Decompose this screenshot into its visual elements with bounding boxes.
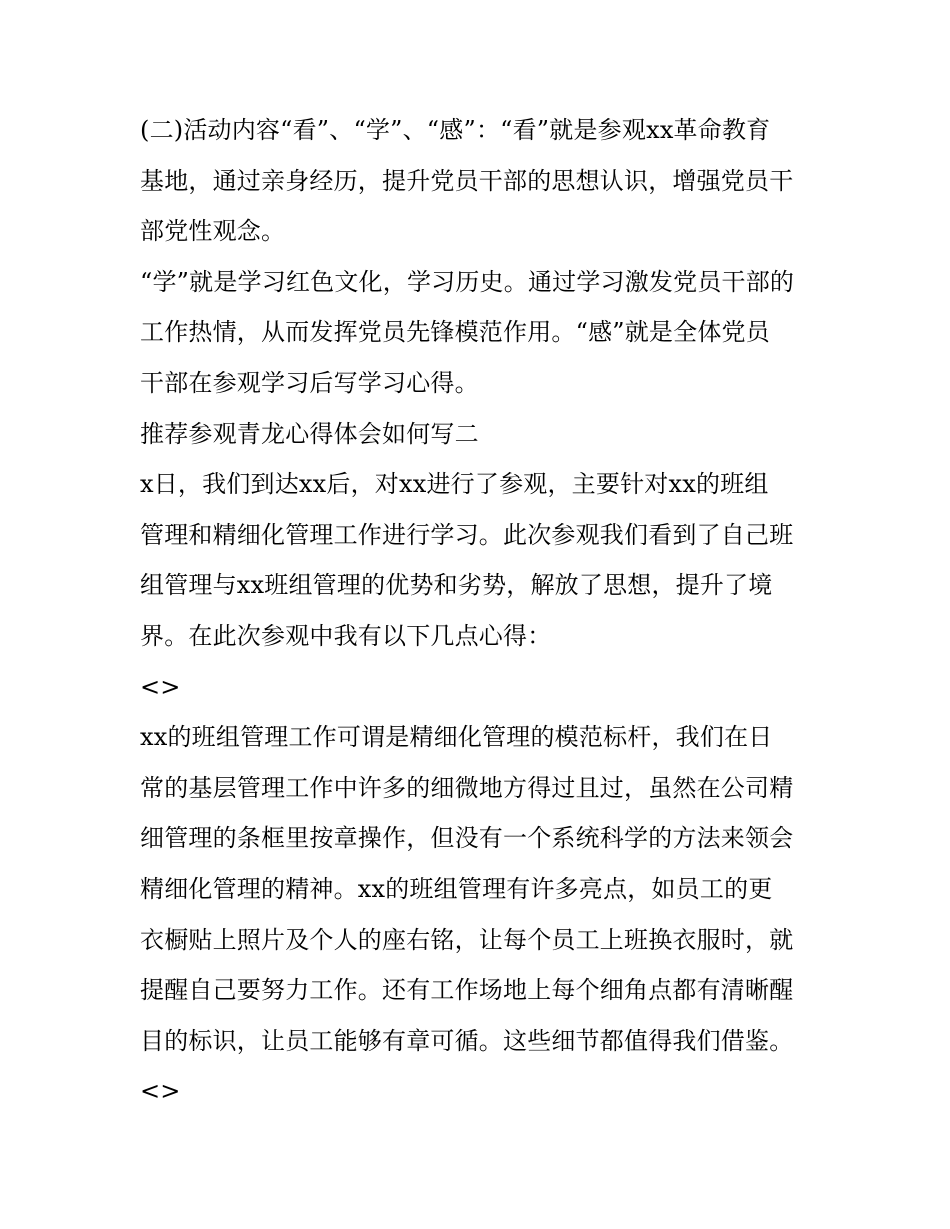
section-heading: 推荐参观青龙心得体会如何写二 <box>140 419 479 448</box>
text-line: 提醒自己要努力工作。还有工作场地上每个细角点都有清晰醒 <box>140 976 794 1005</box>
text-line: 精细化管理的精神。xx的班组管理有许多亮点，如员工的更 <box>140 874 773 903</box>
text-line: 目的标识，让员工能够有章可循。这些细节都值得我们借鉴。 <box>140 1026 794 1055</box>
text-line: x日，我们到达xx后，对xx进行了参观，主要针对xx的班组 <box>140 470 769 499</box>
text-line: 工作热情，从而发挥党员先锋模范作用。“感”就是全体党员 <box>140 318 770 347</box>
text-line: 管理和精细化管理工作进行学习。此次参观我们看到了自己班 <box>140 520 794 549</box>
text-line: (二)活动内容“看”、“学”、“感”：“看”就是参观xx革命教育 <box>140 116 771 144</box>
text-line: 衣橱贴上照片及个人的座右铭，让每个员工上班换衣服时，就 <box>140 925 794 954</box>
document-body <box>140 105 820 1117</box>
text-line: 界。在此次参观中我有以下几点心得： <box>140 621 552 650</box>
text-line: 基地，通过亲身经历，提升党员干部的思想认识，增强党员干 <box>140 166 794 195</box>
text-line: 常的基层管理工作中许多的细微地方得过且过，虽然在公司精 <box>140 773 794 802</box>
placeholder-marker: <> <box>140 672 181 701</box>
placeholder-marker: <> <box>140 1077 181 1106</box>
text-line: 细管理的条框里按章操作，但没有一个系统科学的方法来领会 <box>140 824 794 853</box>
text-line: xx的班组管理工作可谓是精细化管理的模范标杆，我们在日 <box>140 723 773 752</box>
text-line: “学”就是学习红色文化，学习历史。通过学习激发党员干部的 <box>140 267 795 296</box>
text-line: 干部在参观学习后写学习心得。 <box>140 368 479 397</box>
text-line: 组管理与xx班组管理的优势和劣势，解放了思想，提升了境 <box>140 571 773 600</box>
text-line: 部党性观念。 <box>140 217 286 246</box>
